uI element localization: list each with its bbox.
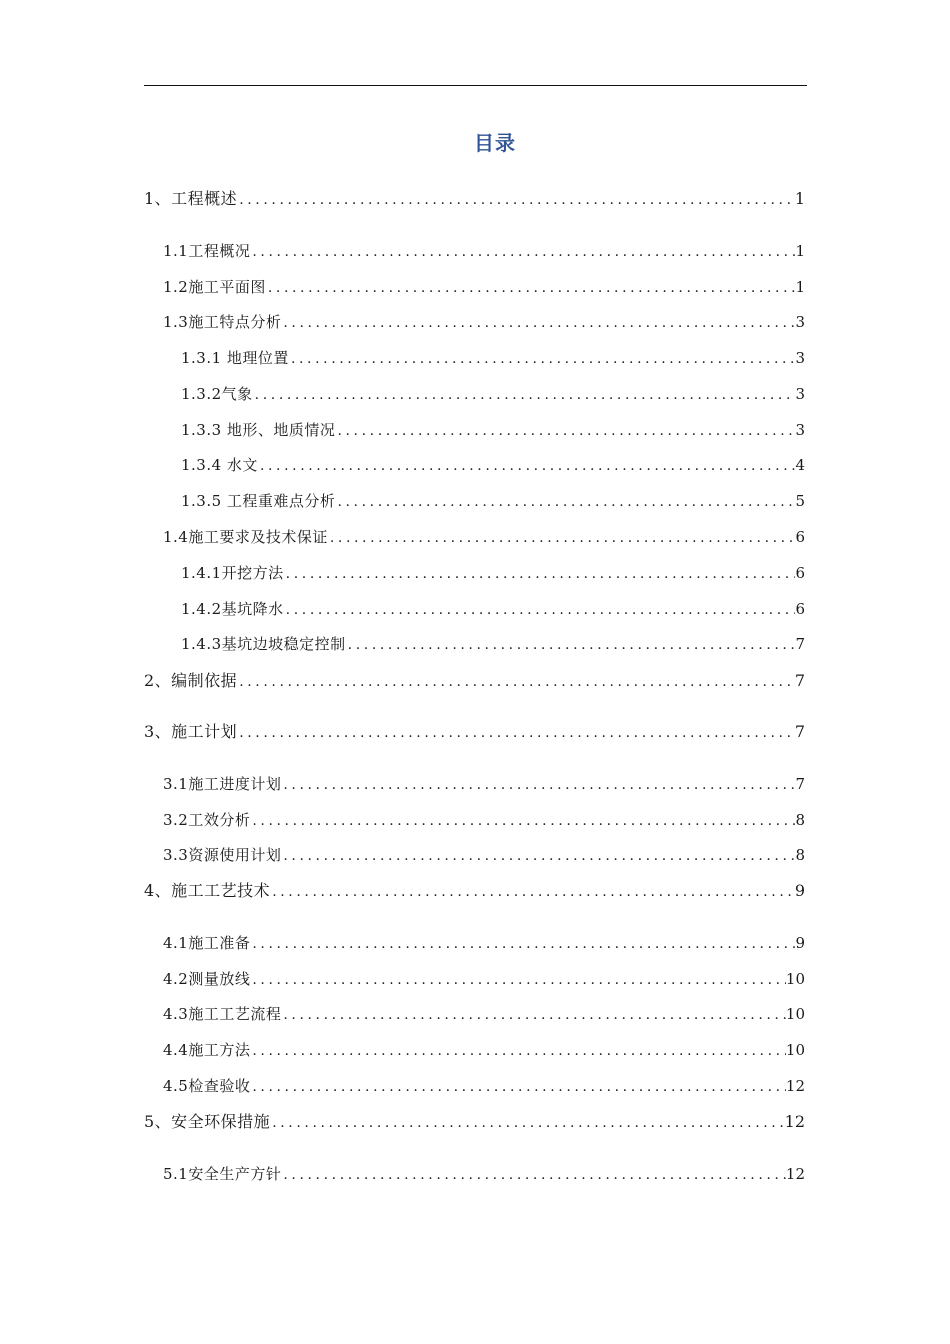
toc-page-number: 9 (794, 881, 805, 900)
toc-entry[interactable] (181, 633, 805, 655)
toc-dot-leader (250, 241, 795, 263)
toc-entry[interactable] (163, 1163, 805, 1185)
toc-title: 目录 (474, 131, 516, 155)
toc-entry-title: 5、安全环保措施 (144, 1112, 271, 1131)
toc-dot-leader (328, 527, 796, 549)
toc-dot-leader (289, 348, 796, 370)
toc-page-number: 10 (785, 1005, 805, 1023)
toc-entry[interactable] (181, 598, 805, 620)
toc-entry[interactable] (163, 968, 805, 990)
toc-entry[interactable] (144, 721, 805, 743)
toc-entry[interactable] (144, 880, 805, 902)
toc-entry[interactable] (163, 240, 805, 262)
toc-entry-title: 1.3.5 工程重难点分析 (181, 492, 336, 510)
toc-page-number: 1 (794, 189, 805, 208)
toc-entry-title: 3.1施工进度计划 (163, 775, 282, 793)
toc-page-number: 8 (795, 846, 805, 864)
toc-entry[interactable] (144, 188, 805, 210)
toc-page-number: 9 (795, 934, 805, 952)
toc-page-number: 5 (795, 492, 805, 510)
toc-dot-leader (284, 563, 796, 585)
toc-entry-title: 1.3.4 水文 (181, 456, 258, 474)
toc-entry[interactable] (163, 773, 805, 795)
toc-entry-title: 1.4.1开挖方法 (181, 564, 284, 582)
toc-entry[interactable] (181, 347, 805, 369)
toc-entry[interactable] (181, 562, 805, 584)
toc-page-number: 7 (795, 775, 805, 793)
toc-dot-leader (250, 969, 786, 991)
toc-dot-leader (335, 420, 795, 442)
toc-entry[interactable] (181, 490, 805, 512)
toc-page-number: 7 (794, 671, 805, 690)
toc-entry[interactable] (181, 419, 805, 441)
toc-page-number: 10 (785, 1041, 805, 1059)
toc-entry[interactable] (163, 311, 805, 333)
toc-page-number: 12 (785, 1077, 805, 1095)
toc-entry-title: 4.5检查验收 (163, 1077, 251, 1095)
toc-page-number: 3 (795, 349, 805, 367)
toc-entry[interactable] (181, 383, 805, 405)
toc-entry-title: 3.2工效分析 (163, 811, 251, 829)
toc-dot-leader (253, 384, 796, 406)
toc-entry-title: 1.4.2基坑降水 (181, 600, 284, 618)
toc-entry[interactable] (144, 670, 805, 692)
toc-page-number: 4 (795, 456, 805, 474)
toc-entry-title: 5.1安全生产方针 (163, 1165, 282, 1183)
toc-page-number: 8 (795, 811, 805, 829)
toc-entry-title: 3.3资源使用计划 (163, 846, 282, 864)
toc-entry-title: 2、编制依据 (144, 671, 238, 690)
toc-dot-leader (250, 810, 795, 832)
toc-dot-leader (346, 634, 796, 656)
toc-entry[interactable] (163, 1003, 805, 1025)
toc-entry-title: 4.1施工准备 (163, 934, 251, 952)
toc-page-number: 12 (785, 1165, 805, 1183)
toc-entry-title: 1.4施工要求及技术保证 (163, 528, 328, 546)
toc-dot-leader (237, 722, 795, 744)
toc-entry-title: 4.3施工工艺流程 (163, 1005, 282, 1023)
toc-entry[interactable] (163, 276, 805, 298)
toc-entry-title: 3、施工计划 (144, 722, 238, 741)
toc-entry[interactable] (163, 844, 805, 866)
toc-entry-title: 4、施工工艺技术 (144, 881, 271, 900)
toc-page-number: 6 (795, 600, 805, 618)
toc-dot-leader (258, 455, 796, 477)
toc-page-number: 10 (785, 970, 805, 988)
toc-page-number: 1 (795, 278, 805, 296)
toc-dot-leader (270, 1112, 784, 1134)
toc-page-number: 3 (795, 313, 805, 331)
toc-dot-leader (284, 599, 796, 621)
toc-page-number: 12 (784, 1112, 805, 1131)
toc-dot-leader (281, 774, 795, 796)
toc-dot-leader (281, 1004, 786, 1026)
toc-dot-leader (250, 1040, 786, 1062)
toc-entry[interactable] (163, 1039, 805, 1061)
toc-page-number: 7 (794, 722, 805, 741)
toc-dot-leader (250, 1076, 786, 1098)
toc-page-number: 6 (795, 564, 805, 582)
toc-dot-leader (281, 1164, 786, 1186)
toc-dot-leader (281, 312, 795, 334)
toc-entry-title: 1.3.2气象 (181, 385, 253, 403)
toc-entry-title: 1、工程概述 (144, 189, 238, 208)
toc-entry-title: 4.4施工方法 (163, 1041, 251, 1059)
toc-dot-leader (237, 189, 795, 211)
toc-page-number: 3 (795, 385, 805, 403)
toc-dot-leader (237, 671, 795, 693)
toc-dot-leader (281, 845, 795, 867)
toc-entry[interactable] (181, 454, 805, 476)
toc-dot-leader (270, 881, 795, 903)
toc-entry-title: 1.2施工平面图 (163, 278, 266, 296)
toc-entry[interactable] (163, 932, 805, 954)
toc-entry[interactable] (163, 809, 805, 831)
toc-entry[interactable] (163, 1075, 805, 1097)
toc-page-number: 1 (795, 242, 805, 260)
toc-entry-title: 1.4.3基坑边坡稳定控制 (181, 635, 346, 653)
toc-entry-title: 1.3.3 地形、地质情况 (181, 421, 336, 439)
toc-dot-leader (250, 933, 795, 955)
toc-entry-title: 4.2测量放线 (163, 970, 251, 988)
toc-dot-leader (335, 491, 795, 513)
toc-entry[interactable] (144, 1111, 805, 1133)
toc-page-number: 3 (795, 421, 805, 439)
toc-entry-title: 1.1工程概况 (163, 242, 251, 260)
toc-page-number: 7 (795, 635, 805, 653)
toc-page-number: 6 (795, 528, 805, 546)
toc-entry[interactable] (163, 526, 805, 548)
toc-entry-title: 1.3.1 地理位置 (181, 349, 289, 367)
toc-dot-leader (266, 277, 796, 299)
toc-entry-title: 1.3施工特点分析 (163, 313, 282, 331)
